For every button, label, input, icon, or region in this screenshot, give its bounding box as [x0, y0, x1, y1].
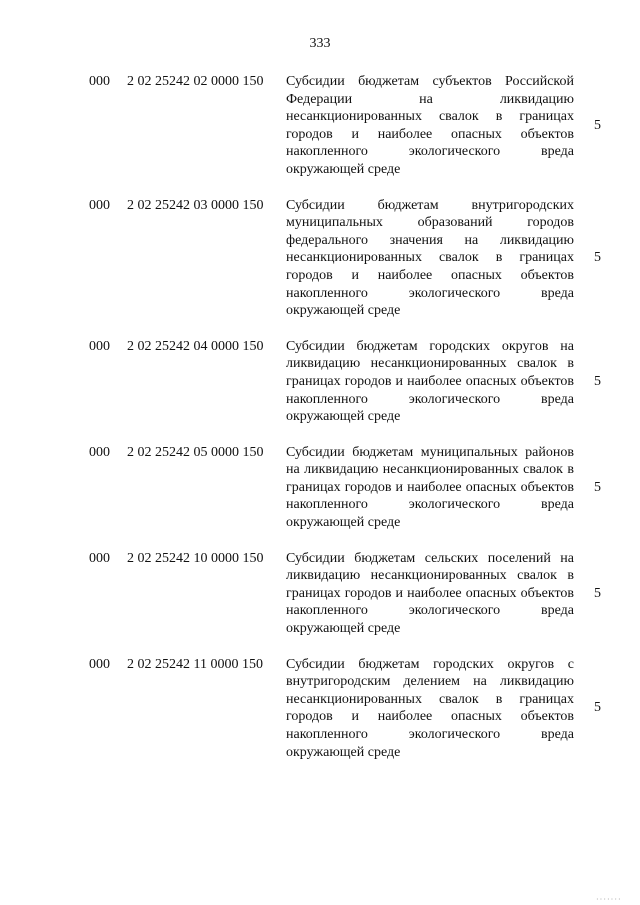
admin-code: 000 [89, 656, 110, 672]
table-row [0, 197, 640, 320]
row-description: Субсидии бюджетам муниципальных районов на ликвидацию несанкционированных свалок в границах городов и наиболее опасных объектов накопленного экологического вреда окружающей среде [286, 444, 574, 531]
admin-code: 000 [89, 338, 110, 354]
budget-code-table [0, 73, 640, 779]
row-description: Субсидии бюджетам внутригородских муниципальных образований городов федерального значения на ликвидацию несанкционированных свалок в границах городов и наиболее опасных объектов накопленного экологического вреда окружающей среде [286, 197, 574, 319]
page-number: 333 [309, 36, 331, 51]
table-row [0, 338, 640, 426]
table-row [0, 550, 640, 638]
row-value: 5 [594, 373, 601, 389]
row-value: 5 [594, 250, 601, 266]
table-row [0, 444, 640, 532]
row-description: Субсидии бюджетам субъектов Российской Федерации на ликвидацию несанкционированных свалок в границах городов и наиболее опасных объектов накопленного экологического вреда окружающей среде [286, 74, 574, 177]
kbk-code: 2 02 25242 04 0000 150 [127, 338, 264, 354]
kbk-code: 2 02 25242 02 0000 150 [127, 74, 264, 89]
row-description: Субсидии бюджетам городских округов на ликвидацию несанкционированных свалок в границах городов и наиболее опасных объектов накопленного экологического вреда окружающей среде [286, 338, 574, 425]
table-row [0, 656, 640, 762]
kbk-code: 2 02 25242 11 0000 150 [127, 656, 263, 672]
row-value: 5 [594, 117, 601, 133]
kbk-code: 2 02 25242 10 0000 150 [127, 550, 264, 566]
scan-artifact: ······· [596, 895, 622, 904]
admin-code: 000 [89, 444, 110, 460]
row-value: 5 [594, 479, 601, 495]
kbk-code: 2 02 25242 05 0000 150 [127, 444, 264, 460]
table-row [0, 73, 640, 179]
admin-code: 000 [89, 74, 110, 89]
kbk-code: 2 02 25242 03 0000 150 [127, 197, 264, 213]
row-value: 5 [594, 585, 601, 601]
row-value: 5 [594, 700, 601, 716]
row-description: Субсидии бюджетам сельских поселений на ликвидацию несанкционированных свалок в границах городов и наиболее опасных объектов накопленного экологического вреда окружающей среде [286, 550, 574, 637]
row-description: Субсидии бюджетам городских округов с внутригородским делением на ликвидацию несанкционированных свалок в границах городов и наиболее опасных объектов накопленного экологического вреда окружающей среде [286, 656, 574, 760]
admin-code: 000 [89, 550, 110, 566]
admin-code: 000 [89, 197, 110, 213]
